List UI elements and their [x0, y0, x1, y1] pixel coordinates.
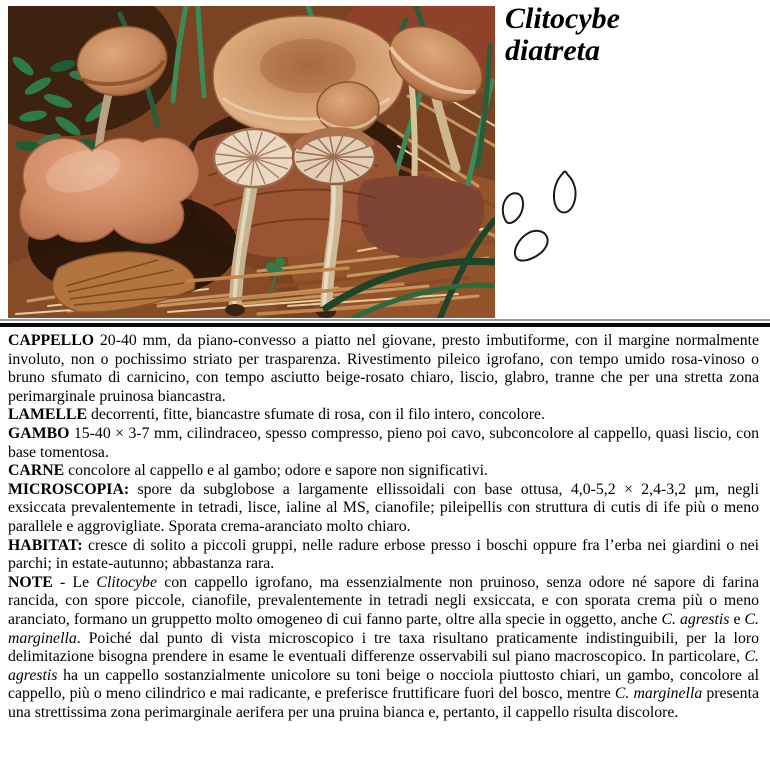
- section-note-run: . Poiché dal punto di vista microscopico i tre taxa risultano praticamente indistinguibili, per la loro delimitazione bisogna prendere in esame le eventuali differenze osservabili sul piano macroscopico. In particolare,: [8, 629, 759, 666]
- section-carne-term: CARNE: [8, 462, 65, 480]
- spore-outline-drawings: [500, 163, 640, 283]
- section-lamelle: [8, 406, 759, 425]
- section-cappello-term: CAPPELLO: [8, 332, 95, 349]
- mushroom-blob-left: [20, 138, 199, 244]
- section-gambo: [8, 425, 759, 462]
- section-cappello: [8, 332, 759, 406]
- section-microscopia: [8, 481, 759, 537]
- section-habitat-text: cresce di solito a piccoli gruppi, nelle radure erbose presso i boschi oppure fra l’erba nei giardini o nei parchi; in estate-autunno; abbastanza rara.: [8, 536, 759, 573]
- section-cappello-text: 20-40 mm, da piano-convesso a piatto nel giovane, presto imbutiforme, con il margine normalmente involuto, non o pochissimo striato per trasparenza. Rivestimento pileico igrofano, con tempo umido rosa-vinoso o bruno sfumato di carnicino, con tempo asciutto beige-rosato chiaro, liscio, glabro, tranne che per una stretta zona perimarginale pruinosa biancastra.: [8, 332, 759, 405]
- section-note-species: C. marginella: [8, 610, 759, 647]
- section-note-species: C. agrestis: [661, 610, 730, 628]
- spore-outline-1: [503, 193, 523, 223]
- spore-outline-3: [515, 231, 548, 261]
- section-note-term: NOTE: [8, 573, 53, 591]
- section-carne-text: concolore al cappello e al gambo; odore e sapore non significativi.: [64, 462, 488, 480]
- section-carne: [8, 462, 759, 481]
- section-habitat-term: HABITAT:: [8, 536, 83, 554]
- section-note: [8, 574, 759, 723]
- mushroom-photo-illustration: [8, 6, 495, 318]
- section-microscopia-term: MICROSCOPIA:: [8, 480, 130, 498]
- section-note-species: C. agrestis: [8, 648, 759, 684]
- section-note-run: ha un cappello sostanzialmente unicolore su toni beige o nocciola piuttosto chiari, un gambo, concolore al cappello, più o meno cilindrico e mai radicante, e preferisce fruttificare fuori del bosco, mentre: [8, 666, 759, 703]
- section-gambo-text: 15-40 × 3-7 mm, cilindraceo, spesso compresso, pieno poi cavo, subconcolore al cappello, quasi liscio, con base tomentosa.: [8, 424, 759, 461]
- section-lamelle-text: decorrenti, fitte, biancastre sfumate di rosa, con il filo intero, concolore.: [87, 406, 545, 424]
- mushroom-photo: [8, 6, 495, 318]
- section-gambo-term: GAMBO: [8, 424, 70, 442]
- section-note-run: - Le: [52, 573, 97, 591]
- section-note-run: con cappello igrofano, ma essenzialmente non pruinoso, senza odore né sapore di farina rancida, con spore piccole, cianofile, prevalentemente in tetradi negli exsiccata, e con sporata crema più o meno aranciato, formano un gruppetto molto omogeneo di cui fanno parte, oltre alla specie in oggetto, anche: [8, 573, 759, 628]
- section-note-species: Clitocybe: [96, 573, 157, 591]
- divider-black-rule: [0, 323, 770, 327]
- section-note-species: C. marginella: [614, 685, 703, 703]
- section-note-run: e: [729, 610, 745, 628]
- divider-gray-rule: [0, 319, 770, 321]
- species-title-line2: diatreta: [505, 34, 600, 67]
- section-lamelle-term: LAMELLE: [8, 406, 87, 424]
- species-title-line1: Clitocybe: [505, 2, 620, 35]
- section-microscopia-text: spore da subglobose a largamente ellissoidali con base ottusa, 4,0-5,2 × 2,4-3,2 μm, negli exsiccata prevalentemente in tetradi, lisce, ialine al MS, cianofile; pileipellis con struttura di cutis di ife più o meno parallele e aggrovigliate. Sporata crema-aranciato molto chiaro.: [8, 480, 759, 535]
- section-habitat: [8, 537, 759, 574]
- spore-outline-2: [554, 172, 576, 213]
- species-title: [505, 3, 620, 67]
- section-note-run: presenta una strettissima zona perimarginale aerifera per una pruina bianca e, pertanto, il cappello risulta discolore.: [8, 685, 759, 721]
- species-description: [8, 332, 759, 722]
